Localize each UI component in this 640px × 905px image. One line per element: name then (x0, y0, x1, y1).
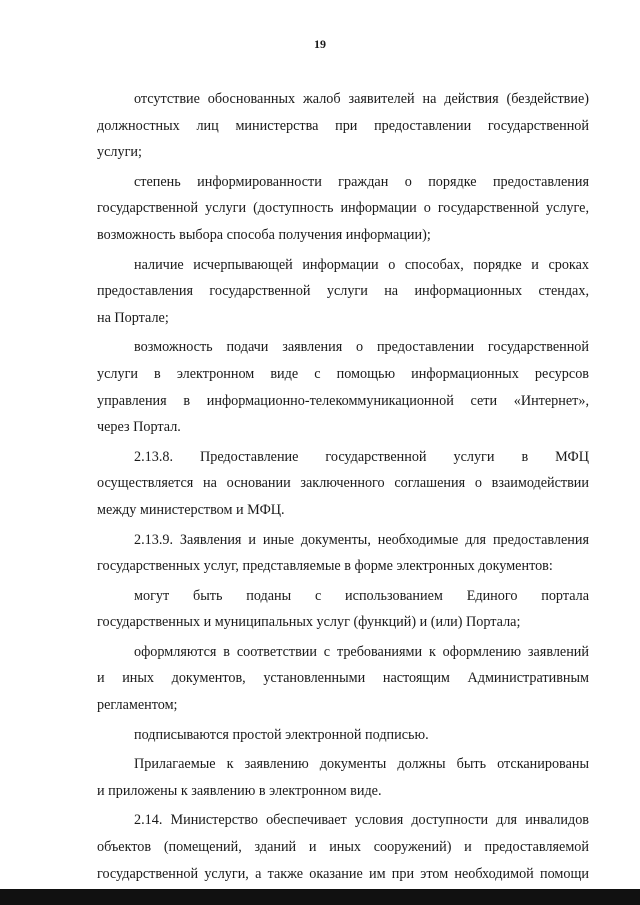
text-line: и иных документов, установленными настоящим Административным (97, 670, 589, 687)
text-line: подписываются простой электронной подписью. (134, 726, 429, 743)
scan-edge-bar (0, 889, 640, 905)
paragraph-formatted (97, 639, 589, 719)
text-line: услуги в электронном виде с помощью информационных ресурсов (97, 365, 589, 382)
text-line: 2.13.9. Заявления и иные документы, необходимые для предоставления (134, 531, 589, 548)
text-line: могут быть поданы с использованием Единого портала (134, 587, 589, 604)
text-line: через Портал. (97, 419, 181, 436)
document-body (97, 86, 589, 887)
text-line: государственной услуги (доступность информации о государственной услуге, (97, 200, 589, 217)
paragraph-informedness (97, 169, 589, 249)
paragraph-information-stands (97, 252, 589, 332)
page-number: 19 (314, 37, 326, 51)
text-line: услуги; (97, 144, 142, 161)
text-line: государственных услуг, представляемые в форме электронных документов: (97, 558, 553, 575)
text-line: между министерством и МФЦ. (97, 501, 285, 518)
text-line: государственных и муниципальных услуг (функций) и (или) Портала; (97, 614, 521, 631)
text-line: отсутствие обоснованных жалоб заявителей на действия (бездействие) (134, 91, 589, 107)
text-line: управления в информационно-телекоммуникационной сети «Интернет», (97, 392, 589, 409)
text-line: на Портале; (97, 309, 169, 326)
text-line: 2.13.8. Предоставление государственной услуги в МФЦ (134, 448, 589, 465)
text-line: государственной услуги, а также оказание им при этом необходимой помощи (97, 865, 589, 882)
text-line: регламентом; (97, 697, 178, 714)
paragraph-2-13-9 (97, 527, 589, 580)
text-line: должностных лиц министерства при предоставлении государственной (97, 117, 589, 134)
text-line: оформляются в соответствии с требованиями к оформлению заявлений (134, 643, 589, 660)
paragraph-2-14 (97, 807, 589, 887)
text-line: осуществляется на основании заключенного соглашения о взаимодействии (97, 475, 589, 492)
paragraph-signed (97, 722, 589, 749)
text-line: предоставления государственной услуги на информационных стендах, (97, 283, 589, 300)
paragraph-attachments (97, 751, 589, 804)
paragraph-electronic-submission (97, 334, 589, 440)
text-line: Прилагаемые к заявлению документы должны быть отсканированы (134, 756, 589, 773)
text-line: объектов (помещений, зданий и иных сооружений) и предоставляемой (97, 839, 589, 856)
paragraph-2-13-8 (97, 444, 589, 524)
paragraph-may-be-submitted (97, 583, 589, 636)
text-line: 2.14. Министерство обеспечивает условия доступности для инвалидов (134, 812, 589, 829)
paragraph-complaints (97, 86, 589, 166)
text-line: возможность выбора способа получения информации); (97, 226, 431, 243)
text-line: и приложены к заявлению в электронном виде. (97, 782, 382, 799)
text-line: наличие исчерпывающей информации о способах, порядке и сроках (134, 256, 589, 273)
text-line: возможность подачи заявления о предоставлении государственной (134, 339, 589, 356)
text-line: степень информированности граждан о порядке предоставления (134, 173, 589, 190)
